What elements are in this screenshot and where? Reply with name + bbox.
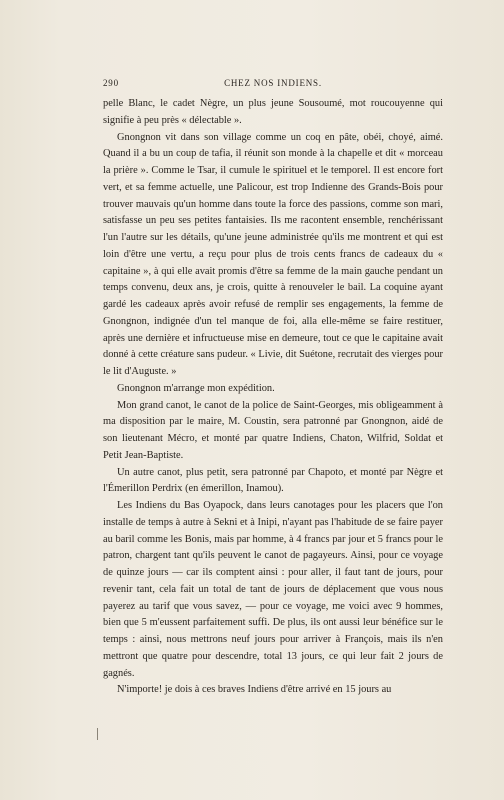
- paragraph: Gnongnon m'arrange mon expédition.: [117, 382, 275, 394]
- page-number: 290: [103, 78, 119, 88]
- page-header: [103, 78, 443, 92]
- paragraph: Un autre canot, plus petit, sera patronné par Chapoto, et monté par Nègre et l'Émerillon Perdrix (en émerillon, Inamou).: [103, 466, 443, 495]
- paragraph: Les Indiens du Bas Oyapock, dans leurs canotages pour les placers que l'on installe de temps à autre à Sekni et à Inipi, n'ayant pas l'habitude de se faire payer au baril comme les Bonis, mais par homme, à 4 francs par jour et 5 francs pour le patron, chargent tant qu'ils peuvent le canot de pagayeurs. Ainsi, pour ce voyage de quinze jours — car ils comptent ainsi : pour aller, il faut tant de jours, pour revenir tant, cela fait un total de tant de jours de déplacement que vous nous payerez au tarif que vous savez, — pour ce voyage, me voici avec 9 hommes, bien que 5 m'eussent parfaitement suffi. De plus, ils ont aussi leur bénéfice sur le temps : ainsi, nous mettrons neuf jours pour arriver à François, mais ils n'en mettront que quatre pour descendre, total 13 jours, ce qui leur fait 2 jours de gagnés.: [103, 500, 443, 679]
- body-text: [103, 96, 443, 699]
- paragraph: pelle Blanc, le cadet Nègre, un plus jeune Sousoumé, mot roucouyenne qui signifie à peu près « délectable ».: [103, 98, 443, 126]
- margin-mark: [97, 728, 98, 740]
- paragraph: N'importe! je dois à ces braves Indiens d'être arrivé en 15 jours au: [117, 684, 392, 696]
- paragraph: Gnongnon vit dans son village comme un coq en pâte, obéi, choyé, aimé. Quand il a bu un coup de tafia, il réunit son monde à la chapelle et dit « morceau la prière ». Comme le Tsar, il cumule le spirituel et le temporel. Il est encore fort vert, et sa femme actuelle, une Palicour, est trop Indienne des Grands-Bois pour trouver mauvais qu'un homme dans toute la force des passions, comme son mari, satisfasse un peu ses petites fantaisies. Ils me racontent ensemble, renchérissant l'un l'autre sur les détails, qu'une jeune administrée qu'ils me montrent et qui est loin d'être une vertu, a reçu pour plus de trois cents francs de cadeaux du « capitaine », à qui elle avait promis d'être sa femme de la main gauche pendant un temps convenu, deux ans, je crois, quitte à renouveler le bail. La coquine ayant gardé les cadeaux après avoir refusé de remplir ses engagements, la femme de Gnongnon, indignée d'un tel manque de foi, alla elle-même se faire restituer, après une dernière et infructueuse mise en demeure, tout ce que le capitaine avait donné à cette créature sans pudeur. « Livie, dit Suétone, recrutait des vierges pour le lit d'Auguste. »: [103, 131, 443, 377]
- running-title: CHEZ NOS INDIENS.: [224, 78, 322, 88]
- paragraph: Mon grand canot, le canot de la police de Saint-Georges, mis obligeamment à ma disposition par le maire, M. Coustin, sera patronné par Gnongnon, aidé de son lieutenant Mécro, et monté par quatre Indiens, Chaton, Wilfrid, Soldat et Petit Jean-Baptiste.: [103, 399, 443, 461]
